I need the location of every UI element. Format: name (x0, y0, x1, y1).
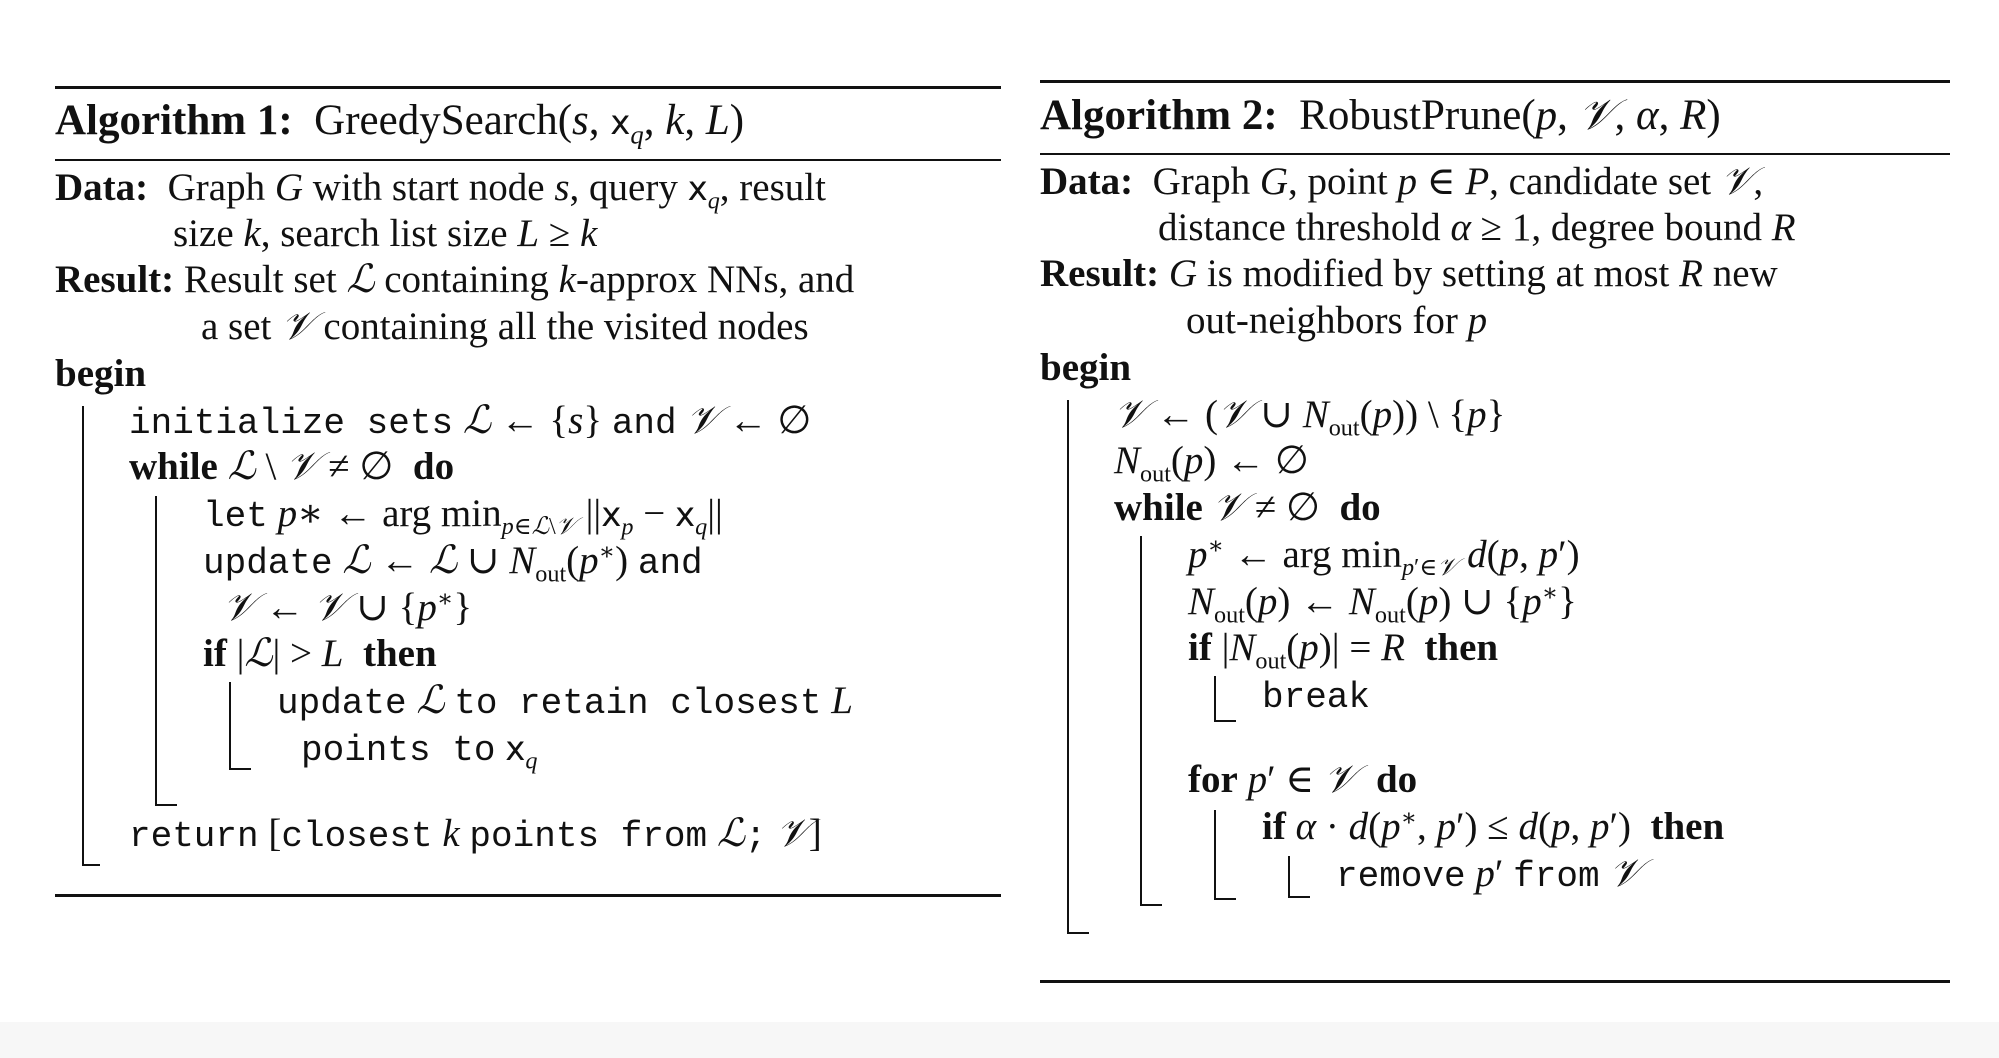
algorithm-2-bottom-rule (1040, 980, 1950, 983)
algorithm-2-for-block-end (1214, 898, 1236, 900)
algorithm-2-result-line-1: Result: G is modified by setting at most R new (1040, 252, 1778, 295)
algorithm-2-begin: begin (1040, 346, 1132, 389)
algorithm-2-if-block-end (1214, 720, 1236, 722)
algorithm-2-for-line: for p′ ∈ 𝒱 do (1188, 757, 1418, 802)
algorithm-2-break-line: break (1262, 677, 1371, 718)
algorithm-1-return-line: return [closest k points from ℒ; 𝒱] (129, 811, 822, 857)
algorithm-1-update-line-1: update ℒ ← ℒ ∪ $N_{out}(p^∗)$ and (203, 538, 703, 588)
algorithm-2-begin-block-bar (1067, 400, 1069, 932)
algorithm-1-if-block-end (229, 768, 251, 770)
algorithm-2-while-line: while 𝒱 ≠ ∅ do (1114, 485, 1381, 530)
algorithm-2-add-neighbor-line: $N_{out}(p)$ ← $N_{out}(p)$ ∪ {p∗} (1188, 579, 1577, 629)
algorithm-1-while-block-bar (155, 496, 157, 804)
algorithm-2-if-block-bar (1214, 676, 1216, 720)
algorithm-2-label: Algorithm 2: (1040, 92, 1278, 139)
algorithm-1-initialize-line: initialize sets ℒ ← {s} and 𝒱 ← ∅ (129, 398, 812, 444)
algorithm-1-begin: begin (55, 352, 147, 395)
algorithm-2-while-block-end (1140, 904, 1162, 906)
algorithm-2-candidate-update-line: 𝒱 ← (𝒱 ∪ $N_{out}(p)$) \ {p} (1114, 392, 1506, 442)
algorithm-2-for-block-bar (1214, 810, 1216, 898)
algorithm-1-begin-block-end (82, 864, 100, 866)
algorithm-2-if-degree-line: if $|N_{out}(p)| = R$ then (1188, 626, 1499, 675)
algorithm-2-while-block-bar (1140, 536, 1142, 904)
algorithm-1-bottom-rule (55, 894, 1001, 897)
algorithm-1-retain-line-2: points to $x_q$ (301, 729, 538, 775)
algorithm-1-title-rule (55, 159, 1001, 161)
algorithm-1-while-line: while ℒ \ 𝒱 ≠ ∅ do (129, 444, 455, 489)
algorithm-1-result-line-1: Result: Result set ℒ containing k-approx NNs, and (55, 257, 855, 302)
algorithm-1-begin-block-bar (82, 406, 84, 864)
algorithm-2-remove-line: remove p′ from 𝒱 (1336, 851, 1642, 897)
algorithm-1-name: GreedySearch (314, 97, 558, 144)
algorithm-2-argmin-line: p∗ ← arg $\min_{p'\in 𝒱} d(p$, p′) (1188, 532, 1580, 582)
algorithm-2-begin-block-end (1067, 932, 1089, 934)
algorithm-2-name: RobustPrune (1299, 92, 1522, 139)
page-bottom-band (0, 1022, 1999, 1058)
algorithm-1-title: Algorithm 1: GreedySearch(s, $x_q$, k, L) (55, 97, 745, 150)
algorithm-2-top-rule (1040, 80, 1950, 83)
algorithm-1-if-block-bar (229, 682, 231, 768)
algorithm-2-result-line-2: out-neighbors for p (1186, 299, 1488, 342)
algorithm-1-if-line: if |ℒ| > L then (203, 631, 437, 676)
algorithm-1-result-line-2: a set 𝒱 containing all the visited nodes (201, 304, 809, 349)
algorithm-2-title: Algorithm 2: RobustPrune(p, 𝒱, α, R) (1040, 90, 1721, 140)
algorithm-2-data-line-2: distance threshold α ≥ 1, degree bound R (1158, 206, 1796, 249)
algorithm-2-data-line-1: Data: Graph G, point p ∈ P, candidate set 𝒱, (1040, 159, 1764, 204)
algorithm-2-title-rule (1040, 153, 1950, 155)
algorithm-2-inner-if-block-end (1288, 896, 1310, 898)
algorithm-1-let-line: let p∗ ← arg $\min_{p\in ℒ\backslash 𝒱} ||x_p - x_q||$ (203, 492, 723, 541)
algorithm-1-label: Algorithm 1: (55, 97, 293, 144)
algorithm-1-data-line-1: Data: Graph G with start node s, query $x_q$, result (55, 166, 826, 215)
algorithm-1-update-line-2: 𝒱 ← 𝒱 ∪ {p∗} (223, 585, 473, 630)
algorithm-1-data-line-2: size k, search list size L ≥ k (173, 212, 598, 255)
algorithm-1-top-rule (55, 86, 1001, 89)
algorithm-2-reset-neighbors-line: $N_{out}(p)$ ← ∅ (1114, 439, 1309, 488)
algorithm-1-retain-line-1: update ℒ to retain closest L (277, 678, 853, 724)
algorithm-2-inner-if-block-bar (1288, 856, 1290, 896)
algorithm-2-if-alpha-line: if α · d(p∗, p′) ≤ d(p, p′) then (1262, 804, 1725, 848)
algorithm-1-while-block-end (155, 804, 177, 806)
